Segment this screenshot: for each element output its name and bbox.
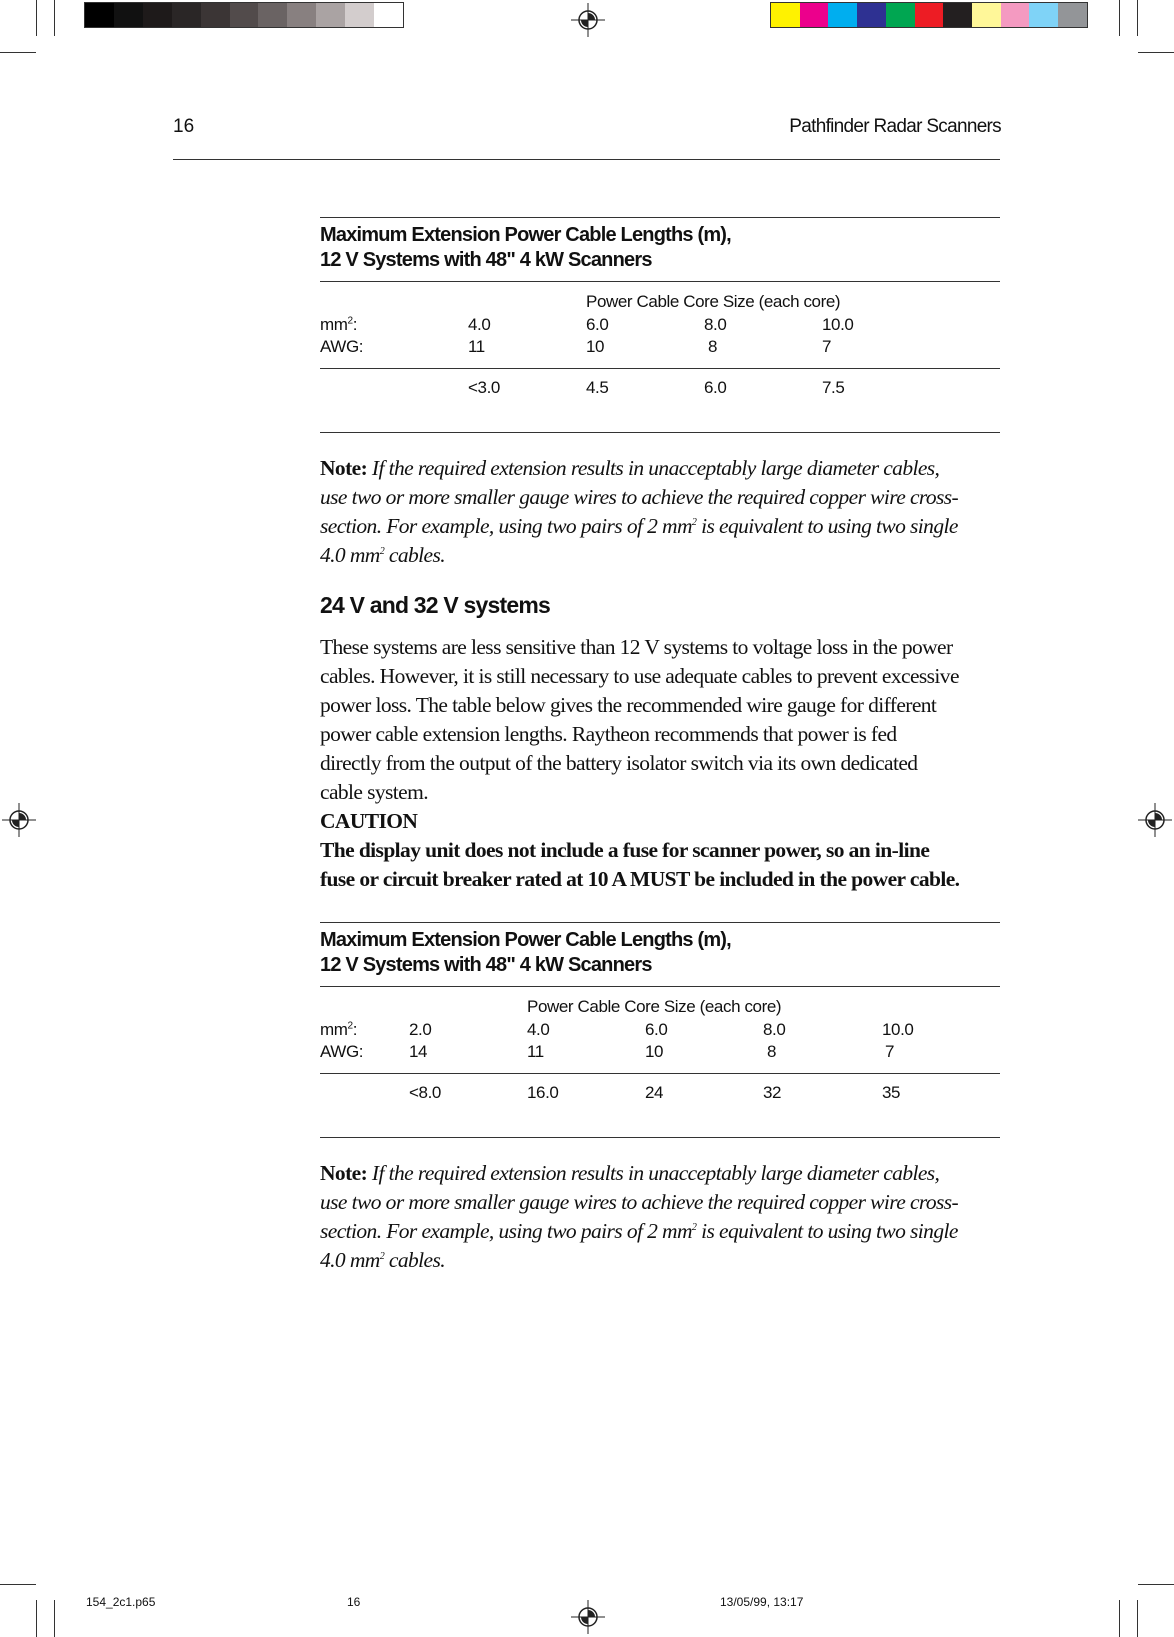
registration-mark-left-icon (2, 803, 36, 837)
awg-cell: 10 (645, 1042, 664, 1061)
table-bottom-rule (320, 1137, 1000, 1138)
awg-cell: 11 (527, 1042, 544, 1061)
awg-cell: 14 (409, 1042, 428, 1061)
body-line: cables. However, it is still necessary to use adequate cables to prevent excessive (320, 664, 959, 688)
table-title-line-1: Maximum Extension Power Cable Lengths (m), (320, 224, 731, 246)
color-swatch (1029, 3, 1058, 27)
row-label-awg: AWG: (320, 337, 364, 356)
gray-swatch (85, 3, 114, 27)
note-label: Note: (320, 1161, 368, 1185)
length-cell: 16.0 (527, 1083, 559, 1102)
table-header-rule (320, 1073, 1000, 1074)
body-line: cable system. (320, 780, 429, 804)
note-line: 4.0 $mm^2$ cables. (320, 1248, 446, 1272)
running-title: Pathfinder Radar Scanners (789, 116, 1001, 137)
table-title-rule (320, 986, 1000, 987)
gray-swatch (172, 3, 201, 27)
mm2-cell: 8.0 (763, 1020, 786, 1039)
note-line: use two or more smaller gauge wires to achieve the required copper wire cross- (320, 485, 959, 509)
mm2-cell: 4.0 (468, 315, 491, 334)
table-title-rule (320, 281, 1000, 282)
color-swatch (857, 3, 886, 27)
awg-cell: 7 (885, 1042, 895, 1061)
mm2-cell: 2.0 (409, 1020, 432, 1039)
gray-swatch (201, 3, 230, 27)
gray-swatch (114, 3, 143, 27)
awg-cell: 11 (468, 337, 485, 356)
page-number: 16 (173, 116, 195, 137)
length-cell: 7.5 (822, 378, 845, 397)
note-label: Note: (320, 456, 368, 480)
caution-line: fuse or circuit breaker rated at 10 A MUST be included in the power cable. (320, 867, 960, 891)
body-line: power cable extension lengths. Raytheon recommends that power is fed (320, 722, 897, 746)
table-title-line-2: 12 V Systems with 48" 4 kW Scanners (320, 954, 652, 976)
note-line: section. For example, using two pairs of 2 $mm^2$ is equivalent to using two single (320, 514, 958, 538)
length-cell: <3.0 (468, 378, 500, 397)
note-line: use two or more smaller gauge wires to achieve the required copper wire cross- (320, 1190, 959, 1214)
header-rule (173, 159, 1000, 160)
color-swatch (1058, 3, 1087, 27)
gray-ramp-color-bar (84, 2, 404, 28)
gray-swatch (316, 3, 345, 27)
color-swatch (915, 3, 944, 27)
table-top-rule (320, 922, 1000, 923)
awg-cell: 7 (822, 337, 832, 356)
awg-cell: 8 (708, 337, 718, 356)
length-cell: 32 (763, 1083, 782, 1102)
body-line: directly from the output of the battery isolator switch via its own dedicated (320, 751, 918, 775)
registration-mark-right-icon (1138, 803, 1172, 837)
mm2-cell: 4.0 (527, 1020, 550, 1039)
registration-mark-top-icon (571, 3, 605, 37)
gray-swatch (258, 3, 287, 27)
caution-line: The display unit does not include a fuse for scanner power, so an in-line (320, 838, 930, 862)
color-swatch (828, 3, 857, 27)
color-swatch (943, 3, 972, 27)
table-header-rule (320, 368, 1000, 369)
color-swatch (1001, 3, 1030, 27)
mm2-cell: 8.0 (704, 315, 727, 334)
color-swatch (771, 3, 800, 27)
body-line: These systems are less sensitive than 12 V systems to voltage loss in the power (320, 635, 953, 659)
table-subheader: Power Cable Core Size (each core) (586, 292, 841, 311)
note-line: 4.0 $mm^2$ cables. (320, 543, 446, 567)
length-cell: 24 (645, 1083, 664, 1102)
slug-datetime: 13/05/99, 13:17 (720, 1595, 804, 1609)
note-line: section. For example, using two pairs of 2 $mm^2$ is equivalent to using two single (320, 1219, 958, 1243)
row-label-awg: AWG: (320, 1042, 364, 1061)
table-title-line-2: 12 V Systems with 48" 4 kW Scanners (320, 249, 652, 271)
length-cell: 6.0 (704, 378, 727, 397)
length-cell: 35 (882, 1083, 901, 1102)
mm2-cell: 6.0 (645, 1020, 668, 1039)
awg-cell: 8 (767, 1042, 777, 1061)
slug-filename: 154_2c1.p65 (86, 1595, 156, 1609)
length-cell: <8.0 (409, 1083, 441, 1102)
mm2-cell: 10.0 (822, 315, 854, 334)
body-line: power loss. The table below gives the recommended wire gauge for different (320, 693, 937, 717)
length-cell: 4.5 (586, 378, 609, 397)
gray-swatch (374, 3, 403, 27)
color-swatch (972, 3, 1001, 27)
gray-swatch (143, 3, 172, 27)
cable-length-table-1 (320, 217, 1000, 435)
note-line: Note: If the required extension results in unacceptably large diameter cables, (320, 1161, 940, 1185)
awg-cell: 10 (586, 337, 605, 356)
table-subheader: Power Cable Core Size (each core) (527, 997, 782, 1016)
section-body (320, 633, 1010, 894)
color-swatch (886, 3, 915, 27)
caution-label: CAUTION (320, 809, 418, 833)
cable-length-table-2 (320, 922, 1000, 1140)
mm2-cell: 6.0 (586, 315, 609, 334)
note-1 (320, 454, 1010, 570)
note-2 (320, 1159, 1010, 1275)
mm2-cell: 10.0 (882, 1020, 914, 1039)
gray-swatch (287, 3, 316, 27)
color-swatch (800, 3, 829, 27)
note-line: Note: If the required extension results in unacceptably large diameter cables, (320, 456, 940, 480)
table-top-rule (320, 217, 1000, 218)
process-color-bar (770, 2, 1088, 28)
slug-page: 16 (347, 1595, 361, 1609)
registration-mark-bottom-icon (571, 1600, 605, 1634)
section-heading: 24 V and 32 V systems (320, 592, 550, 618)
gray-swatch (230, 3, 259, 27)
table-bottom-rule (320, 432, 1000, 433)
row-label-mm2: $mm^2$: (320, 1020, 358, 1039)
row-label-mm2: $mm^2$: (320, 315, 358, 334)
gray-swatch (345, 3, 374, 27)
table-title-line-1: Maximum Extension Power Cable Lengths (m), (320, 929, 731, 951)
